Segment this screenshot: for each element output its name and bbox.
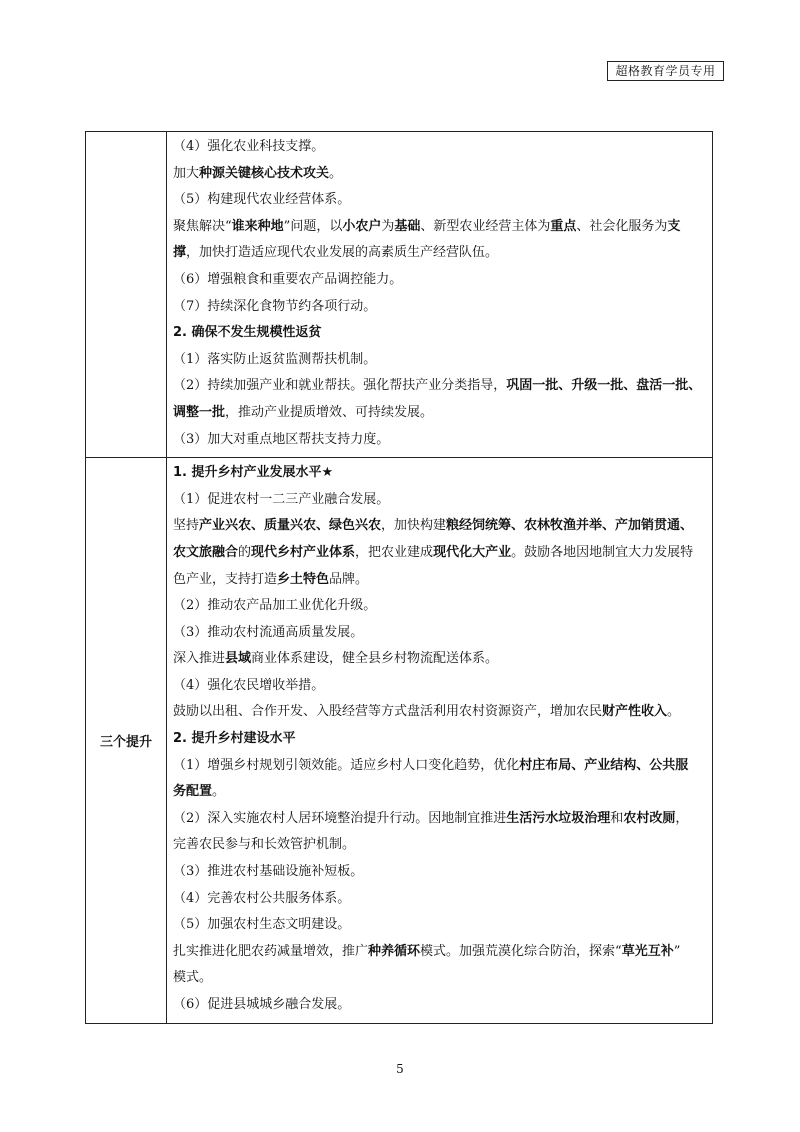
text-span: 、新型农业经营主体为 <box>420 218 551 234</box>
text-span: 鼓励以出租、合作开发、入股经营等方式盘活利用农村资源资产，增加农民 <box>173 704 603 720</box>
text-span: ” <box>673 943 681 959</box>
text-span: （3）推进农村基础设施补短板。 <box>173 864 364 880</box>
text-span: ”问题，以 <box>283 218 343 234</box>
bold-text: 谁来种地 <box>231 218 284 234</box>
text-line <box>173 540 706 567</box>
bold-text: 2. 提升乡村建设水平 <box>173 731 296 747</box>
bold-text: 重点 <box>550 218 577 234</box>
bold-text: 种养循环 <box>368 943 421 959</box>
text-line <box>173 992 706 1019</box>
section-2-lines <box>167 458 712 1022</box>
bold-text: 调整一批 <box>173 404 226 420</box>
text-line <box>173 832 706 859</box>
text-line <box>173 806 706 833</box>
bold-text: 县域 <box>225 651 252 667</box>
bold-text: 2. 确保不发生规模性返贫 <box>173 325 322 341</box>
text-span: （1）落实防止返贫监测帮扶机制。 <box>173 351 377 367</box>
row-label-empty <box>86 132 167 458</box>
row-content <box>167 132 713 458</box>
page-number: 5 <box>396 1062 404 1076</box>
bold-text: 产业兴农、质量兴农、绿色兴农 <box>199 518 382 534</box>
text-span: ，推动产业提质增效、可持续发展。 <box>225 404 434 420</box>
text-line <box>173 912 706 939</box>
text-span: 。 <box>212 784 226 800</box>
text-span: 。 <box>667 704 681 720</box>
text-span: （3）推动农村流通高质量发展。 <box>173 624 364 640</box>
text-span: 模式。 <box>173 970 213 986</box>
text-span: （4）强化农业科技支撑。 <box>173 139 325 154</box>
bold-text: 生活污水垃圾治理 <box>506 810 611 826</box>
text-line <box>173 673 706 700</box>
text-span: （2）深入实施农村人居环境整治提升行动。因地制宜推进 <box>173 810 507 826</box>
text-line <box>173 886 706 913</box>
text-line <box>173 294 706 321</box>
text-line <box>173 620 706 647</box>
text-span: 聚焦解决“ <box>173 218 232 234</box>
text-span: （3）加大对重点地区帮扶支持力度。 <box>173 431 390 447</box>
bold-text: 种源关键核心技术攻关 <box>199 165 330 181</box>
text-span: 商业体系建设，健全县乡村物流配送体系。 <box>251 651 499 667</box>
text-span: （2）推动农产品加工业优化升级。 <box>173 598 377 614</box>
text-span: 。鼓励各地因地制宜大力发展特 <box>511 544 694 560</box>
text-line <box>173 939 706 966</box>
text-line <box>173 161 706 188</box>
text-line <box>173 320 706 347</box>
text-line <box>173 400 706 427</box>
table-row <box>86 458 713 1023</box>
text-span: 扎实推进化肥农药减量增效，推广 <box>173 943 369 959</box>
text-span: （1）增强乡村规划引领效能。适应乡村人口变化趋势，优化 <box>173 757 520 773</box>
text-span: （6）增强粮食和重要农产品调控能力。 <box>173 271 403 287</box>
text-span: 。 <box>329 165 343 181</box>
text-span: （6）促进县城城乡融合发展。 <box>173 997 351 1012</box>
text-span: （7）持续深化食物节约各项行动。 <box>173 298 377 314</box>
text-span: 加大 <box>173 165 200 181</box>
text-span: （1）促进农村一二三产业融合发展。 <box>173 491 390 507</box>
text-span: 的 <box>238 544 252 560</box>
bold-text: 粮经饲统筹、农林牧渔并举、产加销贯通、 <box>446 518 694 534</box>
text-line <box>173 567 706 594</box>
text-line <box>173 267 706 294</box>
bold-text: 农村改厕 <box>623 810 676 826</box>
row-content <box>167 458 713 1023</box>
text-line <box>173 965 706 992</box>
bold-text: 村庄布局、产业结构、公共服 <box>519 757 689 773</box>
section-1-lines <box>167 132 712 457</box>
text-line <box>173 753 706 780</box>
bold-text: 支 <box>667 218 681 234</box>
text-span: 坚持 <box>173 518 200 534</box>
bold-text: 小农户 <box>342 218 382 234</box>
text-span: 、社会化服务为 <box>576 218 668 234</box>
bold-text: 撑 <box>173 245 187 261</box>
text-line <box>173 187 706 214</box>
text-line <box>173 487 706 514</box>
bold-text: 现代化大产业 <box>433 544 512 560</box>
text-span: 完善农民参与和长效管护机制。 <box>173 837 356 853</box>
exclusive-use-stamp: 超格教育学员专用 <box>607 61 724 81</box>
text-line <box>173 593 706 620</box>
text-span: （4）强化农民增收举措。 <box>173 677 325 693</box>
row-label-three-improvements: 三个提升 <box>86 458 167 1023</box>
text-span: 模式。加强荒漠化综合防治，探索“ <box>420 943 622 959</box>
text-span: 深入推进 <box>173 651 226 667</box>
text-span: ，把农业建成 <box>355 544 434 560</box>
content-table <box>85 131 713 1024</box>
text-line <box>173 460 706 487</box>
table-row <box>86 132 713 458</box>
text-span: 色产业，支持打造 <box>173 571 278 587</box>
text-line <box>173 427 706 454</box>
text-span: 为 <box>381 218 395 234</box>
text-line <box>173 859 706 886</box>
bold-text: 草光互补 <box>621 943 674 959</box>
bold-text: 基础 <box>394 218 421 234</box>
text-line <box>173 699 706 726</box>
bold-text: 巩固一批、升级一批、盘活一批、 <box>506 378 702 394</box>
text-line <box>173 347 706 374</box>
text-span: （5）加强农村生态文明建设。 <box>173 917 351 933</box>
text-line <box>173 646 706 673</box>
bold-text: 现代乡村产业体系 <box>251 544 356 560</box>
bold-text: 乡土特色 <box>277 571 330 587</box>
bold-text: 农文旅融合 <box>173 544 239 560</box>
text-span: （2）持续加强产业和就业帮扶。强化帮扶产业分类指导， <box>173 378 507 394</box>
text-span: （5）构建现代农业经营体系。 <box>173 192 351 208</box>
bold-text: 财产性收入 <box>602 704 668 720</box>
text-line <box>173 134 706 161</box>
bold-text: 1. 提升乡村产业发展水平★ <box>173 465 334 481</box>
text-span: 品牌。 <box>329 571 369 587</box>
text-span: （4）完善农村公共服务体系。 <box>173 890 351 906</box>
text-span: 和 <box>610 810 624 826</box>
text-line <box>173 373 706 400</box>
text-line <box>173 513 706 540</box>
text-line <box>173 240 706 267</box>
text-span: ，加快打造适应现代农业发展的高素质生产经营队伍。 <box>186 245 499 261</box>
text-span: ，加快构建 <box>381 518 447 534</box>
text-line <box>173 726 706 753</box>
bold-text: 务配置 <box>173 784 213 800</box>
text-span: ， <box>675 810 689 826</box>
text-line <box>173 779 706 806</box>
text-line <box>173 214 706 241</box>
